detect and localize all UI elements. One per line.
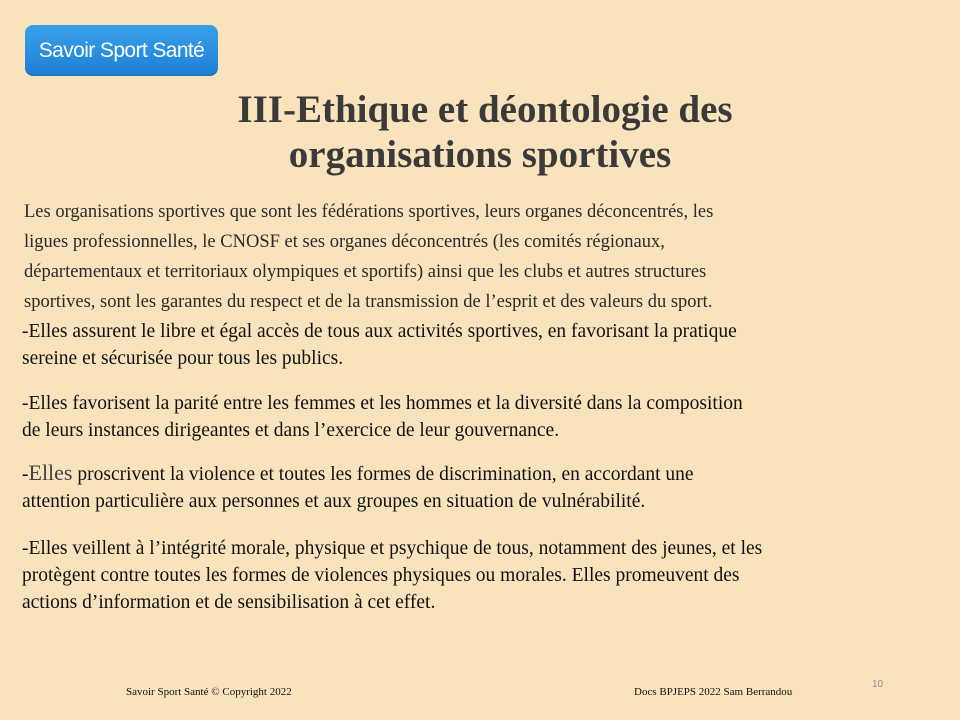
paragraph-line: -Elles favorisent la parité entre les femmes et les hommes et la diversité dans la composition: [22, 393, 743, 414]
footer-copyright: Savoir Sport Santé © Copyright 2022: [126, 686, 292, 698]
intro-paragraph: [24, 197, 940, 317]
intro-line: Les organisations sportives que sont les fédérations sportives, leurs organes déconcentrés, les: [24, 202, 714, 222]
intro-line: sportives, sont les garantes du respect et de la transmission de l’esprit et des valeurs du sport.: [24, 292, 713, 312]
page-number: 10: [872, 679, 884, 690]
paragraph-line: -Elles veillent à l’intégrité morale, physique et psychique de tous, notamment des jeunes, et les: [22, 538, 763, 559]
paragraph-line: [22, 459, 942, 488]
paragraph-parity: [22, 390, 942, 444]
paragraph-line: actions d’information et de sensibilisation à cet effet.: [22, 592, 436, 613]
paragraph-line: sereine et sécurisée pour tous les publics.: [22, 348, 344, 369]
paragraph-access: [22, 318, 942, 372]
paragraph-line: -Elles assurent le libre et égal accès de tous aux activités sportives, en favorisant la pratique: [22, 321, 737, 342]
bullet-dash: -: [22, 464, 29, 485]
paragraph-violence: [22, 459, 942, 515]
line-rest: proscrivent la violence et toutes les formes de discrimination, en accordant une: [72, 464, 694, 485]
lead-word: Elles: [28, 460, 73, 485]
slide-title-line-2: organisations sportives: [288, 133, 672, 176]
footer-author: Docs BPJEPS 2022 Sam Berrandou: [634, 686, 793, 698]
savoir-sport-sante-logo: [25, 25, 218, 76]
logo-text: Savoir Sport Santé: [38, 38, 205, 62]
slide-title-line-1: III-Ethique et déontologie des: [237, 88, 733, 131]
paragraph-line: de leurs instances dirigeantes et dans l’exercice de leur gouvernance.: [22, 420, 560, 441]
paragraph-integrity: [22, 535, 942, 616]
paragraph-line: attention particulière aux personnes et aux groupes en situation de vulnérabilité.: [22, 491, 646, 512]
intro-line: ligues professionnelles, le CNOSF et ses organes déconcentrés (les comités régionaux,: [24, 232, 665, 252]
intro-line: départementaux et territoriaux olympiques et sportifs) ainsi que les clubs et autres structures: [24, 262, 707, 282]
paragraph-line: protègent contre toutes les formes de violences physiques ou morales. Elles promeuvent des: [22, 565, 740, 586]
